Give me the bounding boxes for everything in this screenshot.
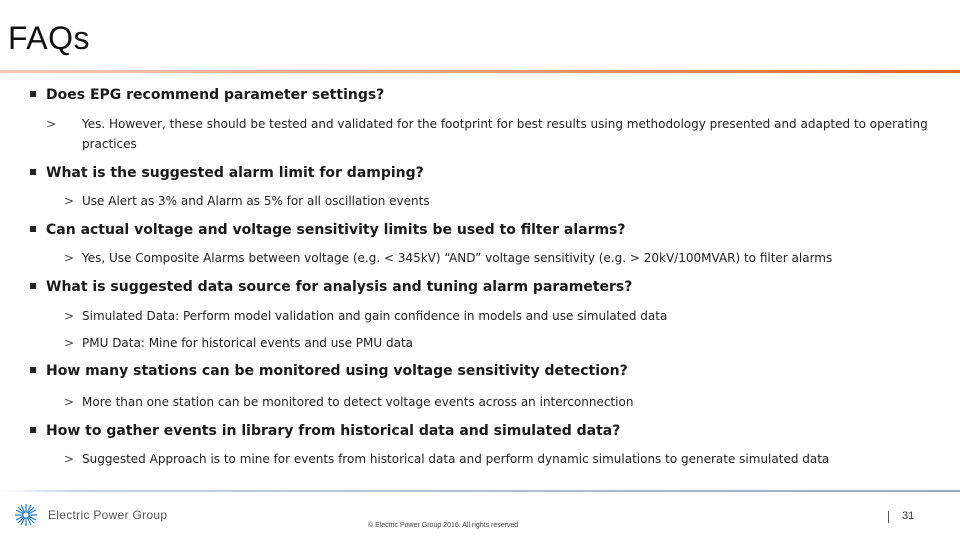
question-text: Can actual voltage and voltage sensitivity limits be used to filter alarms? xyxy=(46,222,626,238)
answer-text: PMU Data: Mine for historical events and use PMU data xyxy=(82,336,414,350)
answer-marker: > xyxy=(64,251,75,265)
answer-marker: > xyxy=(64,452,75,466)
company-logo xyxy=(14,504,167,526)
faq-answer-2-1 xyxy=(64,191,430,211)
question-text: What is suggested data source for analysis and tuning alarm parameters? xyxy=(46,279,633,295)
faq-question-1 xyxy=(30,87,384,103)
faq-question-3 xyxy=(30,222,626,238)
faq-answer-5-1 xyxy=(64,392,633,412)
faq-question-2 xyxy=(30,165,424,181)
page-number: 31 xyxy=(902,510,915,522)
answer-text: Simulated Data: Perform model validation and gain confidence in models and use simulated data xyxy=(82,309,668,323)
square-bullet-icon xyxy=(30,367,36,373)
square-bullet-icon xyxy=(30,427,36,433)
copyright-text: © Electric Power Group 2016. All rights reserved xyxy=(368,522,519,529)
faq-answer-4-1 xyxy=(64,306,667,326)
square-bullet-icon xyxy=(30,226,36,232)
title-divider xyxy=(0,70,960,73)
answer-marker: > xyxy=(64,336,75,350)
faq-question-6 xyxy=(30,423,620,439)
faq-answer-6-1 xyxy=(64,449,829,469)
faq-answer-3-1 xyxy=(64,248,832,268)
starburst-logo-icon xyxy=(14,503,38,527)
question-text: What is the suggested alarm limit for damping? xyxy=(46,165,424,181)
faq-answer-4-2 xyxy=(64,333,413,353)
square-bullet-icon xyxy=(30,169,36,175)
faq-answer-1-1 xyxy=(46,114,952,154)
answer-marker: > xyxy=(46,117,57,131)
question-text: How many stations can be monitored using voltage sensitivity detection? xyxy=(46,363,628,379)
answer-text: More than one station can be monitored to detect voltage events across an interconnection xyxy=(82,395,634,409)
square-bullet-icon xyxy=(30,91,36,97)
faq-question-4 xyxy=(30,279,632,295)
question-text: Does EPG recommend parameter settings? xyxy=(46,87,385,103)
answer-marker: > xyxy=(64,194,75,208)
answer-text: Yes, Use Composite Alarms between voltage (e.g. < 345kV) “AND” voltage sensitivity (e.g. > 20kV/100MVAR) to filter alarms xyxy=(82,251,833,265)
square-bullet-icon xyxy=(30,283,36,289)
page-number-separator xyxy=(888,511,889,523)
slide-title: FAQs xyxy=(8,20,91,56)
answer-text: Yes. However, these should be tested and validated for the footprint for best results using methodology presented and adapted to operating practices xyxy=(82,117,928,151)
answer-marker: > xyxy=(64,395,75,409)
answer-text: Suggested Approach is to mine for events from historical data and perform dynamic simulations to generate simulated data xyxy=(82,452,830,466)
answer-marker: > xyxy=(64,309,75,323)
question-text: How to gather events in library from historical data and simulated data? xyxy=(46,423,621,439)
logo-text: Electric Power Group xyxy=(48,508,168,522)
faq-question-5 xyxy=(30,363,628,379)
answer-text: Use Alert as 3% and Alarm as 5% for all oscillation events xyxy=(82,194,430,208)
footer-divider xyxy=(0,490,960,492)
